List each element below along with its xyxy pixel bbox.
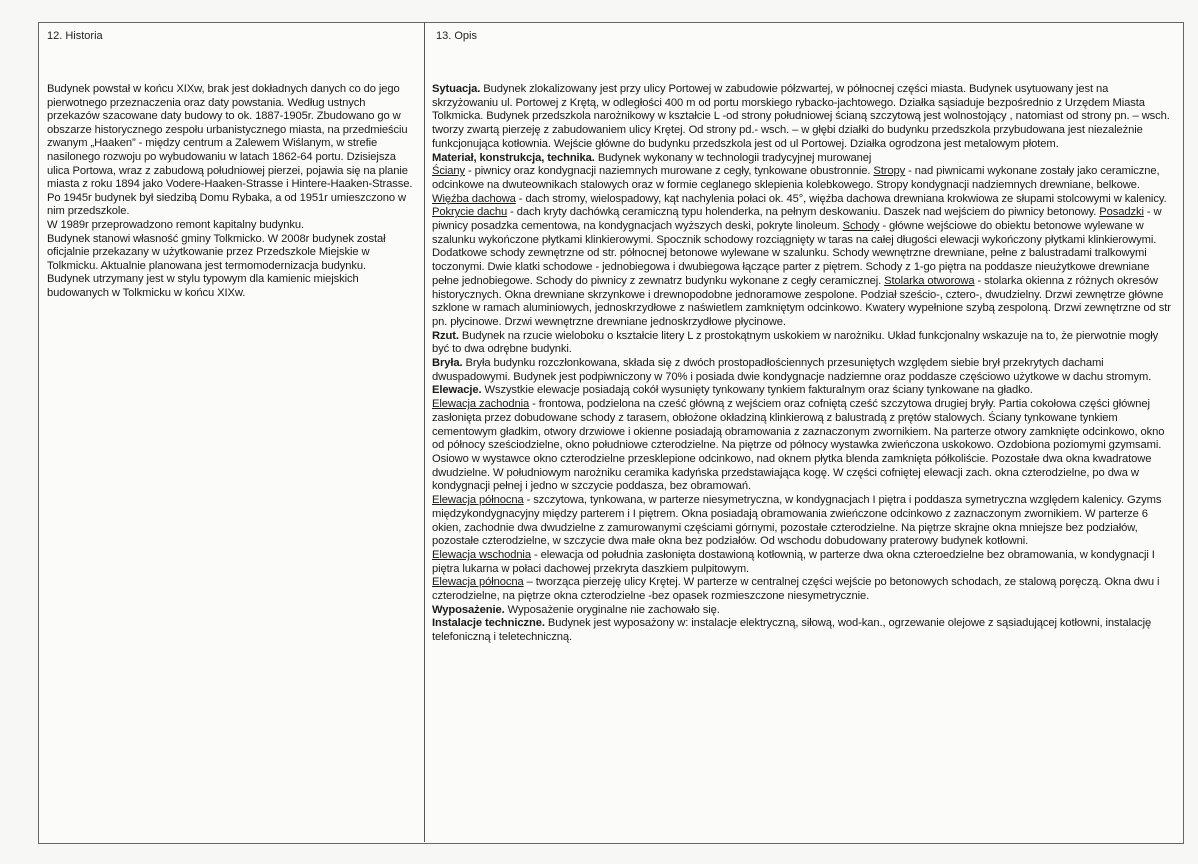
massing-label: Bryła. xyxy=(432,357,463,370)
history-paragraph: Budynek stanowi własność gminy Tolkmicko. W 2008r budynek został oficjalnie przekazany w użytkowanie przez Przedszkole Miejskie w Tolkmicku. Aktualnie planowana jest termomodernizacja budynku. xyxy=(47,232,386,272)
situation-label: Sytuacja. xyxy=(432,83,481,95)
walls-text: - piwnicy oraz kondygnacji naziemnych murowane z cegły, tynkowane obustronnie. xyxy=(464,165,874,178)
material-paragraph xyxy=(432,152,1176,166)
history-paragraph: W 1989r przeprowadzono remont kapitalny budynku. xyxy=(47,218,305,231)
description-header: 13. Opis xyxy=(436,30,477,42)
installations-paragraph xyxy=(432,617,1176,644)
material-label: Materiał, konstrukcja, technika. xyxy=(432,151,595,164)
floors-label: Posadzki xyxy=(1099,206,1144,219)
west-elevation-text: - frontowa, podzielona na cześć główną z wejściem oraz cofniętą cześć szczytowa drugiej bryły. Partia cokołowa części głównej zasłonięta przez dobudowane schody z tarasem, obłożone okładziną klinkierową z balustradą z prętów stalowych. Ściany tynkowane tynkiem cementowym gładkim, otwory drzwiowe i okienne posiadają obramowania z zaznaczonym zwornikiem. Na parterze otwory zamknięte odcinkowo, okno od północy sześciodzielne, okno południowe czterodzielne. Na piętrze od północy wystawka zwieńczona uskokowo. Ozdobiona poziomymi gzymsami. Osiowo w wystawce okno czterodzielne przesklepione odcinkowo, nad oknem płytka blenda zamknięta półkoliście. Pozostałe dwa okna kwadratowe dwudzielne. W południowym narożniku ceramika kadyńska przedstawiająca kogę. W części cofniętej elewacji zach. okna czterodzielne, po dwa w kondygnacji pełnej i jedno w szczycie poddasza, bez obramowań. xyxy=(432,398,1165,493)
joinery-text: - stolarka okienna z różnych okresów historycznych. Okna drewniane skrzynkowe i drewnopodobne jednoramowe zespolone. Podział sześcio-, cztero-, dwudzielny. Drzwi zewnętrze główne szklone w ramach aluminiowych, jednoskrzydłowe z naświetlem zamkniętym odcinkowo. Kwatery wypełnione szybą zespoloną. Drzwi zewnętrzne od str pn. płycinowe. Drzwi wewnętrzne drewniane jednoskrzydłowe płycinowe. xyxy=(432,274,1171,328)
east-elevation-paragraph xyxy=(432,549,1176,576)
ceilings-label: Stropy xyxy=(873,165,906,178)
equipment-label: Wyposażenie. xyxy=(432,603,505,616)
east-elevation-text: - elewacja od południa zasłonięta dostawioną kotłownią, w parterze dwa okna czteroedzielne bez obramowania, w kondygnacji I piętra lukarna w połaci dachowej przekryta daszkiem pulpitowym. xyxy=(432,548,1155,575)
history-paragraph: Budynek utrzymany jest w stylu typowym dla kamienic miejskich budowanych w Tolkmicku w końcu XIXw. xyxy=(47,273,359,299)
stairs-text: - główne wejściowe do obiektu betonowe wylewane w szalunku wykończone płytkami klinkierowymi. Spocznik schodowy rozciągnięty w taras na całej długości elewacji wykończony płytkami klinkierowymi. Dodatkowe schody zewnętrzne od str. północnej betonowe wylewane w szalunku. Schody wewnętrzne drewniane, pełne z balustradami tralkowymi toczonymi. Dwie klatki schodowe - jednobiegowa i dwubiegowa łączące parter z piętrem. Schody z 1-go piętra na poddasze nieużytkowe drewniane pełne jednobiegowe. Schody do piwnicy z zewnatrz budynku wykonane z cegły ceramicznej. xyxy=(432,220,1157,287)
ceilings-text: - nad piwnicami wykonane zostały jako ceramiczne, odcinkowe na dwuteownikach stalowych oraz w formie ceglanego sklepienia kolebkowego. Stropy kondygnacji nadziemnych drewniane, belkowe. xyxy=(432,165,1160,191)
equipment-text: Wyposażenie oryginalne nie zachowało się. xyxy=(504,603,720,616)
column-divider xyxy=(424,22,425,842)
roofing-text: - dach kryty dachówką ceramiczną typu holenderka, na pełnym deskowaniu. Daszek nad wejściem do piwnicy betonowy. xyxy=(507,206,1100,219)
installations-text: Budynek jest wyposażony w: instalacje elektryczną, siłową, wod-kan., ogrzewanie olejowe z sąsiadującej kotłowni, instalację telefoniczną i teletechniczną. xyxy=(432,617,1152,644)
situation-text: Budynek zlokalizowany jest przy ulicy Portowej w zabudowie półzwartej, w północnej części miasta. Budynek usytuowany jest na skrzyżowaniu ul. Portowej z Krętą, w odległości 400 m od portu morskiego rybacko-jachtowego. Działka sąsiaduje bezpośrednio z Urzędem Miasta Tolkmicka. Budynek przedszkola narożnikowy w kształcie L -od strony południowej ścianą szczytową jest wolnostojący , natomiast od strony pn. – wsch. tworzy zwartą pierzeję z zabudowaniem ulicy Krętej. Od strony pd.- wsch. – w głębi działki do budynku przedszkola przybudowana jest niezależnie funkcjonująca kotłownia. Wejście główne do budynku przedszkola jest od ul Portowej. Działka ogrodzona jest metalowym płotem. xyxy=(432,83,1170,150)
situation-paragraph xyxy=(432,83,1176,152)
material-text: Budynek wykonany w technologii tradycyjnej murowanej xyxy=(594,151,872,164)
plan-label: Rzut. xyxy=(432,329,459,342)
east-elevation-label: Elewacja wschodnia xyxy=(432,548,531,561)
north-elevation-2-label: Elewacja północna xyxy=(432,576,524,589)
north-elevation-2-paragraph xyxy=(432,576,1176,603)
elevations-text: Wszystkie elewacje posiadają cokół wysunięty tynkowany tynkiem fakturalnym oraz ściany tynkowane na gładko. xyxy=(481,384,1033,397)
construction-paragraph xyxy=(432,165,1176,329)
plan-paragraph xyxy=(432,330,1176,357)
north-elevation-label: Elewacja północna xyxy=(432,494,524,507)
north-elevation-paragraph xyxy=(432,494,1176,549)
massing-paragraph xyxy=(432,357,1176,384)
north-elevation-2-text: – tworząca pierzeję ulicy Krętej. W parterze w centralnej części wejście po betonowych schodach, ze stalową poręczą. Okna dwu i czterodzielne, na piętrze okna czterodzielne -bez opasek rozmieszczone niesymetrycznie. xyxy=(432,576,1160,603)
history-header: 12. Historia xyxy=(47,30,103,42)
floors-text: - w piwnicy posadzka cementowa, na kondygnacjach wyższych deski, pokryte linoleum. xyxy=(432,206,1162,233)
elevations-label: Elewacje. xyxy=(432,384,482,397)
history-section xyxy=(47,83,413,301)
plan-text: Budynek na rzucie wieloboku o kształcie litery L z prostokątnym uskokiem w narożniku. Układ funkcjonalny wskazuje na to, że pierwotnie mogły być to dwa odrębne budynki. xyxy=(432,329,1159,356)
north-elevation-text: - szczytowa, tynkowana, w parterze niesymetryczna, w kondygnacjach I piętra i poddasza symetryczna względem kalenicy. Gzyms międzykondygnacyjny między parterem i I piętrem. Okna posiadają obramowania zwieńczone odcinkowo z zaznaczonym zwornikiem. W parterze 6 okien, zachodnie dwa dwudzielne z zamurowanymi częściami górnymi, pozostałe czterodzielne. Na piętrze skrajne okna mniejsze bez podziałów, pozostałe czterodzielne, w szczycie dwa małe okna bez podziałów. Od wschodu dobudowany praterowy budynek kotłowni. xyxy=(432,494,1162,548)
roof-truss-text: - dach stromy, wielospadowy, kąt nachylenia połaci ok. 45°, więźba dachowa drewniana krokwiowa ze słupami stolcowymi w kalenicy. xyxy=(515,192,1167,205)
west-elevation-label: Elewacja zachodnia xyxy=(432,398,530,411)
walls-label: Ściany xyxy=(432,165,465,178)
elevations-paragraph xyxy=(432,384,1176,398)
installations-label: Instalacje techniczne. xyxy=(432,617,545,630)
massing-text: Bryła budynku rozczłonkowana, składa się z dwóch prostopadłościennych przesuniętych względem siebie brył przekrytych dachami dwuspadowymi. Budynek jest podpiwniczony w 70% i posiada dwie kondygnacje nadziemne oraz poddasze częściowo użytkowe w dachu stromym. xyxy=(432,357,1152,383)
description-section xyxy=(432,83,1176,645)
stairs-label: Schody xyxy=(842,220,880,233)
equipment-paragraph xyxy=(432,604,1176,618)
joinery-label: Stolarka otworowa xyxy=(884,274,975,287)
west-elevation-paragraph xyxy=(432,398,1176,494)
roof-truss-label: Więźba dachowa xyxy=(432,192,516,205)
roofing-label: Pokrycie dachu xyxy=(432,206,508,219)
history-paragraph: Budynek powstał w końcu XIXw, brak jest dokładnych danych co do jego pierwotnego przeznaczenia oraz daty powstania. Według ustnych przekazów szacowane daty budowy to ok. 1887-1905r. Zbudowano go w obszarze historycznego zespołu urbanistycznego miasta, na przedmieściu zwanym „Haaken” - między centrum a Zalewem Wiślanym, w strefie nasilonego rozwoju po wybudowaniu w latach 1862-64 portu. Dzisiejsza ulica Portowa, wraz z zabudową południowej pierzei, pojawia się na planie miasta z roku 1894 jako Vodere-Haaken-Strasse i Hintere-Haaken-Strasse. Po 1945r budynek był siedzibą Domu Rybaka, a od 1951r umieszczono w nim przedszkole. xyxy=(47,83,413,218)
